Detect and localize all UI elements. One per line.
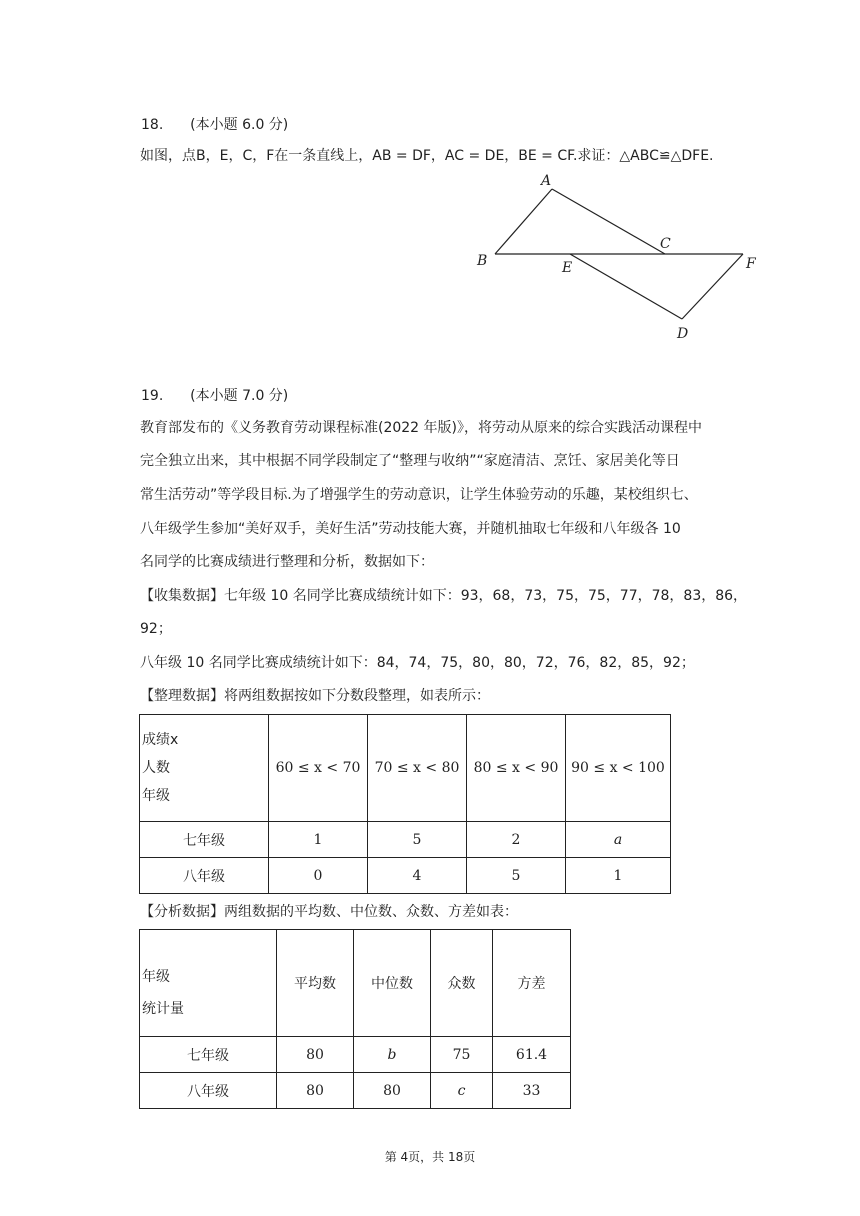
score-distribution-table	[139, 714, 671, 894]
column-header: 众数	[431, 930, 493, 1037]
question-number: 19.	[141, 388, 164, 404]
label-a: A	[541, 173, 552, 189]
page-footer: 第 4页，共 18页	[384, 1150, 476, 1164]
label-c: C	[660, 236, 671, 252]
collect-data-line: 【收集数据】七年级 10 名同学比赛成绩统计如下：93，68，73，75，75，77，78，83，86，	[140, 588, 748, 604]
table-cell: 4	[368, 858, 467, 894]
table-header-diagonal	[140, 930, 277, 1037]
header-line: 成绩x	[142, 732, 179, 748]
table-row	[140, 1073, 571, 1109]
collect-data-line: 八年级 10 名同学比赛成绩统计如下：84，74，75，80，80，72，76，82，85，92；	[140, 655, 695, 671]
table-row	[140, 858, 671, 894]
row-label: 八年级	[140, 858, 269, 894]
row-label: 七年级	[140, 822, 269, 858]
table-header-diagonal	[140, 715, 269, 822]
paragraph-line: 教育部发布的《义务教育劳动课程标准(2022 年版)》，将劳动从原来的综合实践活动课程中	[140, 420, 703, 436]
label-d: D	[677, 326, 689, 342]
column-header: 90 ≤ x < 100	[566, 715, 671, 822]
header-line: 统计量	[142, 1001, 184, 1017]
table-row	[140, 1037, 571, 1073]
table-cell: 5	[467, 858, 566, 894]
table-cell: a	[566, 822, 671, 858]
table-cell: c	[431, 1073, 493, 1109]
table-cell: 33	[493, 1073, 571, 1109]
table-cell: 1	[269, 822, 368, 858]
question-number: 18.	[141, 117, 164, 133]
column-header: 70 ≤ x < 80	[368, 715, 467, 822]
label-e: E	[562, 260, 573, 276]
statistics-table	[139, 929, 571, 1109]
table-cell: 0	[269, 858, 368, 894]
organize-data-title: 【整理数据】将两组数据按如下分数段整理，如表所示：	[140, 688, 490, 704]
label-b: B	[477, 253, 488, 269]
segment-ed	[570, 254, 682, 319]
table-cell: 1	[566, 858, 671, 894]
table-cell: 61.4	[493, 1037, 571, 1073]
table-cell: 80	[354, 1073, 431, 1109]
paragraph-line: 常生活劳动”等学段目标.为了增强学生的劳动意识，让学生体验劳动的乐趣，某校组织七、	[140, 487, 698, 503]
question-18-header	[141, 114, 288, 134]
table-cell: 75	[431, 1037, 493, 1073]
header-line: 人数	[142, 760, 170, 776]
table-cell: 80	[277, 1073, 354, 1109]
segment-ab	[495, 189, 552, 254]
table-row	[140, 822, 671, 858]
collect-data-line: 92；	[140, 621, 172, 637]
column-header: 中位数	[354, 930, 431, 1037]
label-f: F	[746, 256, 756, 272]
column-header: 80 ≤ x < 90	[467, 715, 566, 822]
table-cell: 80	[277, 1037, 354, 1073]
question-points: (本小题 6.0 分)	[190, 117, 289, 133]
paragraph-line: 八年级学生参加“美好双手，美好生活”劳动技能大赛，并随机抽取七年级和八年级各 10	[140, 521, 681, 537]
segment-ac	[552, 189, 665, 254]
paragraph-line: 名同学的比赛成绩进行整理和分析，数据如下：	[140, 554, 434, 570]
paragraph-line: 完全独立出来，其中根据不同学段制定了“整理与收纳”“家庭清洁、烹饪、家居美化等日	[140, 453, 680, 469]
segment-df	[682, 254, 743, 319]
table-cell: 2	[467, 822, 566, 858]
column-header: 平均数	[277, 930, 354, 1037]
column-header: 60 ≤ x < 70	[269, 715, 368, 822]
triangle-figure	[470, 168, 770, 348]
question-points: (本小题 7.0 分)	[190, 388, 289, 404]
question-19-header	[141, 385, 288, 405]
question-18-text: 如图，点B，E，C，F在一条直线上，AB = DF，AC = DE，BE = CF.求证：△ABC≌△DFE.	[140, 148, 714, 164]
table-cell: b	[354, 1037, 431, 1073]
header-line: 年级	[142, 969, 170, 985]
column-header: 方差	[493, 930, 571, 1037]
analyze-data-title: 【分析数据】两组数据的平均数、中位数、众数、方差如表：	[140, 904, 518, 920]
row-label: 八年级	[140, 1073, 277, 1109]
row-label: 七年级	[140, 1037, 277, 1073]
header-line: 年级	[142, 788, 170, 804]
table-cell: 5	[368, 822, 467, 858]
